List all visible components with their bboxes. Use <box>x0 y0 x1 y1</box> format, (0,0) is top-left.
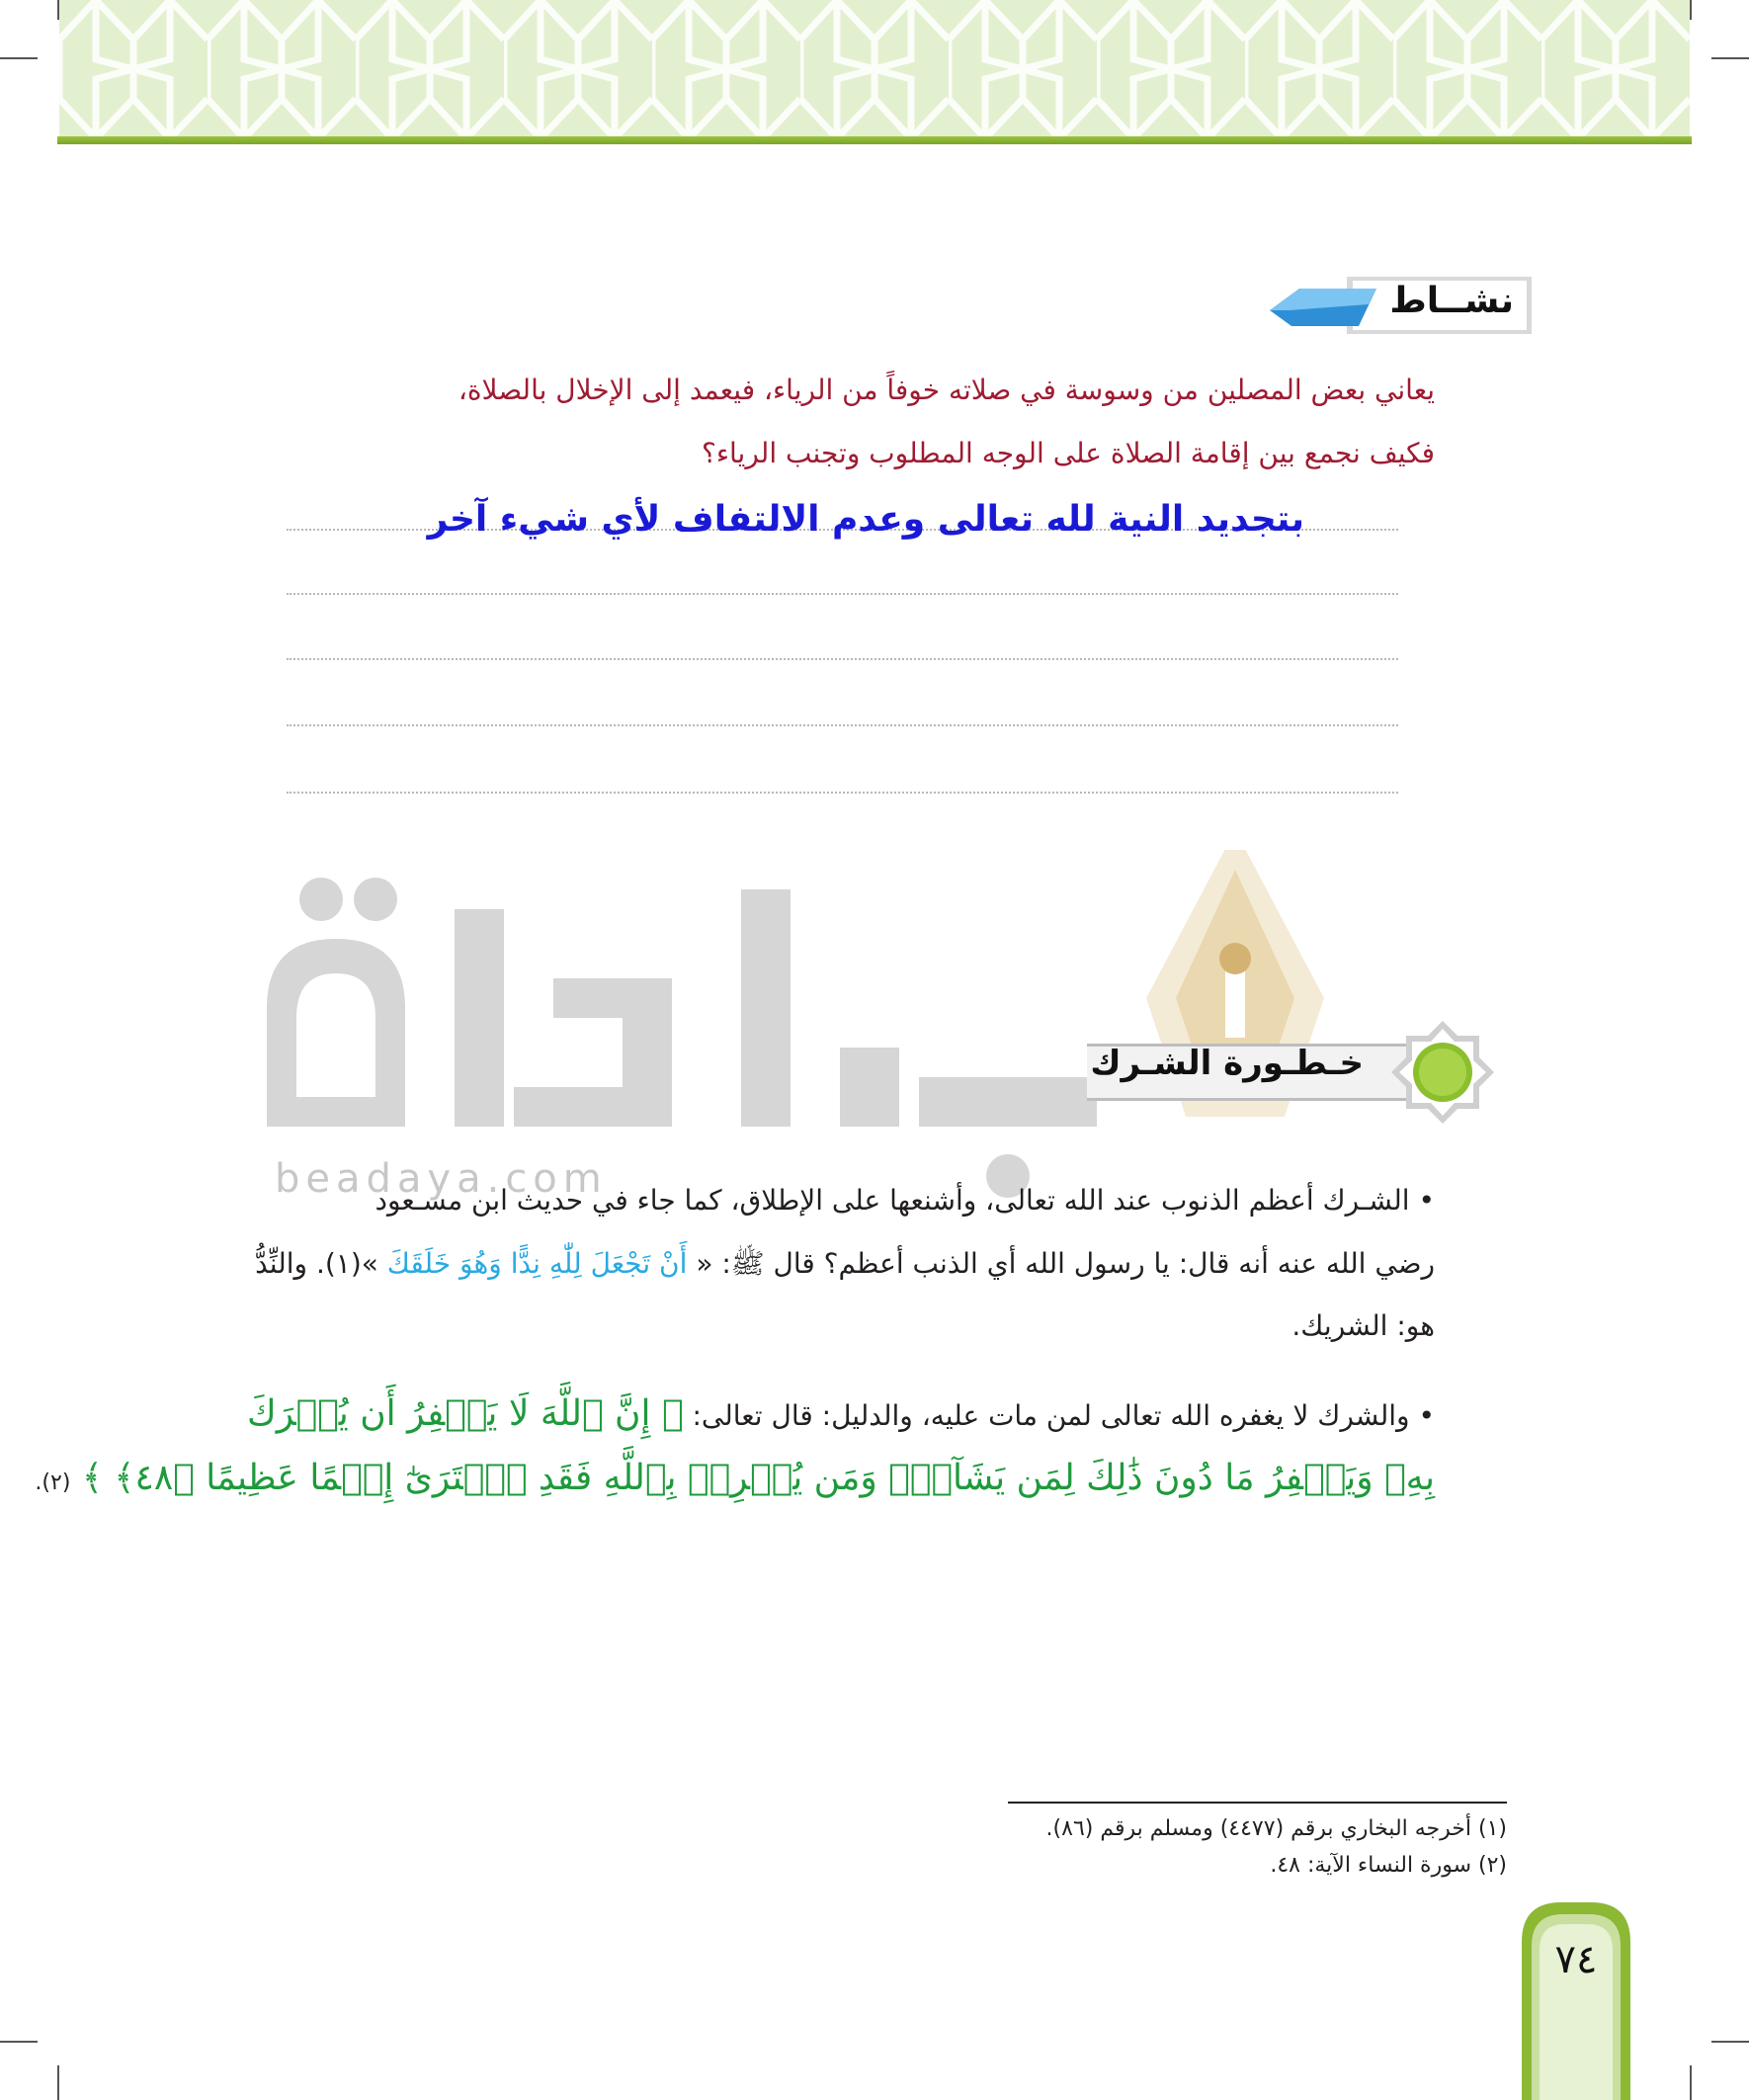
paragraph1-line3: هو: الشريك. <box>1291 1309 1435 1342</box>
footnote-rule <box>1008 1802 1507 1804</box>
page-number: ٧٤ <box>1554 1937 1598 1982</box>
page-number-tab <box>1522 1902 1630 2100</box>
watermark-url: beadaya.com <box>275 1156 608 1202</box>
crop-mark <box>57 2065 59 2100</box>
quran-verse-part1: ﴿ إِنَّ ٱللَّهَ لَا يَغۡفِرُ أَن يُشۡرَكَ <box>247 1393 684 1434</box>
crop-mark <box>1690 2065 1692 2100</box>
crop-mark <box>1690 0 1692 20</box>
crop-mark <box>1711 2041 1749 2043</box>
paragraph1-line2-end: »(١). والنِّدُّ <box>255 1247 378 1280</box>
paragraph1-line2-start: رضي الله عنه أنه قال: يا رسول الله أي الذنب أعظم؟ قال ﷺ: « <box>696 1247 1435 1280</box>
crop-mark <box>0 57 38 59</box>
question-line-2: فكيف نجمع بين إقامة الصلاة على الوجه المطلوب وتجنب الرياء؟ <box>702 437 1435 469</box>
header-pattern-band <box>59 0 1690 138</box>
crop-mark <box>1711 57 1749 59</box>
handwritten-answer: بتجديد النية لله تعالى وعدم الالتفاف لأي شيء آخر <box>427 499 1304 540</box>
answer-line <box>287 658 1398 660</box>
header-divider-line <box>57 136 1692 144</box>
question-line-1: يعاني بعض المصلين من وسوسة في صلاته خوفاً من الرياء، فيعمد إلى الإخلال بالصلاة، <box>458 374 1435 406</box>
crop-mark <box>0 2041 38 2043</box>
answer-line <box>287 593 1398 595</box>
paragraph2-line2 <box>35 1458 1435 1498</box>
section-title: خـطـورة الشـرك <box>1090 1044 1364 1083</box>
quran-verse-part2: بِهِۦ وَيَغۡفِرُ مَا دُونَ ذَٰلِكَ لِمَن يَشَآءُۚ وَمَن يُشۡرِكۡ بِٱللَّهِ فَقَدِ ٱفۡتَرَىٰٓ إِثۡمًا عَظِيمًا ﴿٤٨﴾ ﴾ <box>81 1458 1435 1498</box>
paragraph1-line2 <box>255 1247 1435 1287</box>
section-heading <box>1087 1018 1502 1127</box>
footnote-1: (١) أخرجه البخاري برقم (٤٤٧٧) ومسلم برقم (٨٦). <box>1045 1816 1507 1841</box>
activity-tag <box>1270 277 1532 334</box>
paragraph1-line1: • الشـرك أعظم الذنوب عند الله تعالى، وأشنعها على الإطلاق، كما جاء في حديث ابن مسـعود <box>375 1184 1435 1217</box>
answer-line <box>287 792 1398 794</box>
paragraph2-intro: • والشرك لا يغفره الله تعالى لمن مات عليه، والدليل: قال تعالى: <box>692 1399 1435 1432</box>
activity-label: نشــاط <box>1389 281 1514 321</box>
paragraph2-line1 <box>247 1393 1435 1434</box>
verse-footnote-ref: (٢). <box>35 1470 71 1495</box>
hadith-quote: أَنْ تَجْعَلَ لِلّٰهِ نِدًّا وَهُوَ خَلَقَكَ <box>386 1247 688 1280</box>
footnote-2: (٢) سورة النساء الآية: ٤٨. <box>1270 1853 1507 1878</box>
answer-line <box>287 724 1398 726</box>
